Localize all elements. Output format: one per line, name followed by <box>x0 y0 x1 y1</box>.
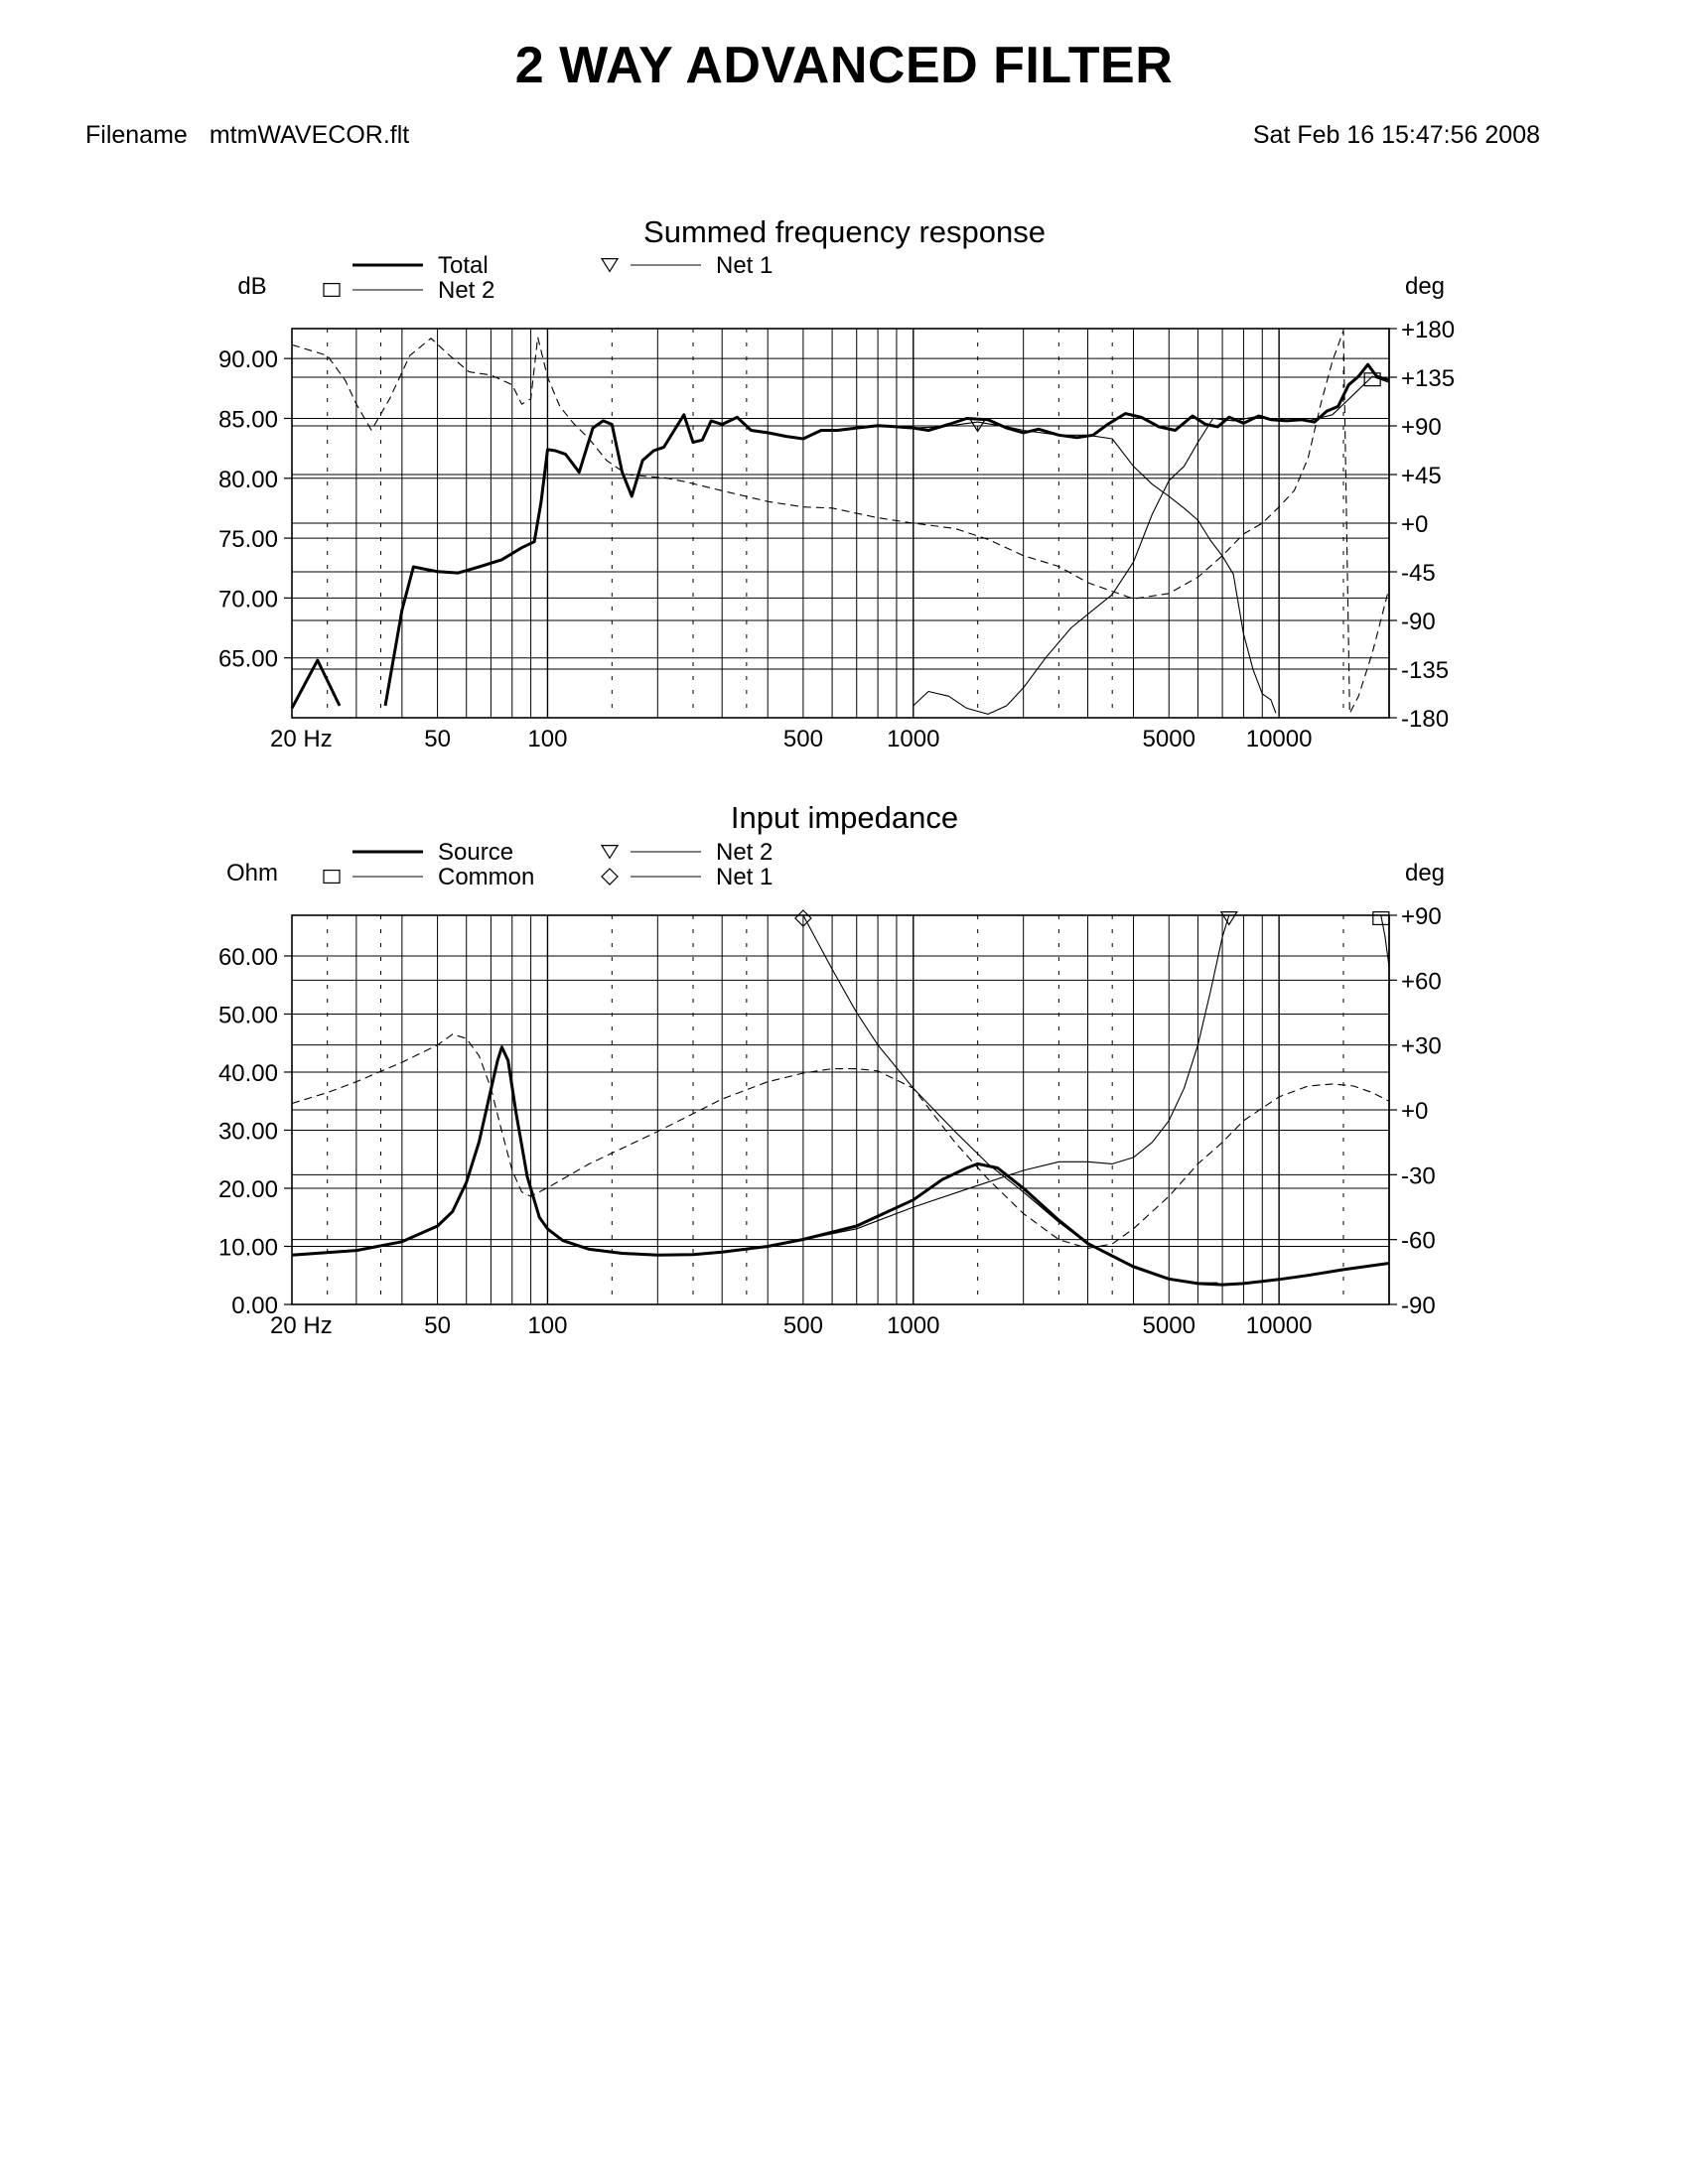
series-line <box>803 915 1218 1283</box>
x-tick-label: 50 <box>424 1312 451 1339</box>
y-tick-label-right: -180 <box>1401 706 1450 733</box>
y-tick-label-right: +90 <box>1401 414 1442 441</box>
y-tick-label-right: +135 <box>1401 365 1456 392</box>
filename-label: Filename <box>85 121 188 149</box>
legend-marker <box>324 871 340 884</box>
y-tick-label-right: -60 <box>1401 1227 1436 1255</box>
y-tick-label-left: 50.00 <box>217 1002 278 1029</box>
x-tick-label: 20 Hz <box>270 1312 333 1339</box>
series-net-2 <box>803 912 1237 1240</box>
x-tick-label: 50 <box>424 726 451 752</box>
y-tick-label-right: +45 <box>1401 463 1442 489</box>
legend-marker <box>602 846 618 859</box>
y-tick-label-left: 30.00 <box>217 1118 278 1146</box>
y-tick-label-right: -30 <box>1401 1162 1436 1190</box>
chart-title: Summed frequency response <box>643 214 1046 249</box>
series-net-2 <box>914 373 1389 715</box>
x-tick-label: 20 Hz <box>270 726 333 752</box>
series-source <box>292 1047 1389 1285</box>
series-phase <box>292 331 1389 713</box>
legend-label: Common <box>438 864 535 890</box>
legend-label: Net 2 <box>438 277 495 304</box>
series-line <box>803 915 1229 1240</box>
x-tick-label: 1000 <box>887 726 940 752</box>
series-phase <box>292 1034 1389 1249</box>
y-axis-label-left: dB <box>237 273 267 300</box>
y-tick-label-right: -45 <box>1401 560 1436 587</box>
series-total <box>292 364 1389 708</box>
filename-value: mtmWAVECOR.flt <box>209 121 410 149</box>
legend-label: Net 1 <box>716 252 774 279</box>
chart-2 <box>218 800 1445 1339</box>
y-tick-label-right: -90 <box>1401 609 1436 635</box>
series-line <box>914 376 1389 714</box>
y-tick-label-left: 80.00 <box>217 466 278 493</box>
y-tick-label-left: 40.00 <box>217 1059 278 1087</box>
x-tick-label: 500 <box>782 726 823 752</box>
series-line <box>292 1034 1389 1249</box>
legend-marker <box>602 869 618 885</box>
legend-marker <box>602 259 618 272</box>
series-common <box>1373 912 1389 968</box>
legend <box>324 252 773 304</box>
y-tick-label-left: 75.00 <box>217 526 278 554</box>
legend <box>324 839 773 890</box>
x-tick-label: 5000 <box>1142 1312 1196 1339</box>
series-line <box>1381 915 1389 967</box>
x-tick-label: 1000 <box>887 1312 940 1339</box>
x-tick-label: 10000 <box>1245 726 1313 752</box>
legend-label: Net 1 <box>716 864 774 890</box>
legend-label: Source <box>438 839 514 866</box>
y-tick-label-right: -90 <box>1401 1293 1436 1319</box>
y-tick-label-right: +30 <box>1401 1032 1442 1060</box>
y-tick-label-left: 0.00 <box>231 1293 278 1319</box>
y-tick-label-left: 70.00 <box>217 586 278 614</box>
x-tick-label: 100 <box>527 1312 568 1339</box>
chart-title: Input impedance <box>730 800 959 835</box>
y-axis-label-right: deg <box>1404 860 1446 887</box>
print-date: Sat Feb 16 15:47:56 2008 <box>1252 121 1540 149</box>
y-tick-label-left: 60.00 <box>217 943 278 971</box>
y-tick-label-right: -135 <box>1401 657 1450 684</box>
y-axis-label-right: deg <box>1404 273 1446 300</box>
y-axis-label-left: Ohm <box>225 860 279 887</box>
y-tick-label-left: 85.00 <box>217 406 278 434</box>
series-line <box>292 660 340 708</box>
y-tick-label-right: +0 <box>1401 1098 1429 1125</box>
y-tick-label-right: +60 <box>1401 968 1442 996</box>
series-net-1 <box>795 910 1217 1283</box>
x-tick-label: 100 <box>527 726 568 752</box>
series-line <box>292 331 1389 713</box>
series-marker <box>1364 373 1380 386</box>
page-title: 2 WAY ADVANCED FILTER <box>514 37 1174 94</box>
series-marker <box>1221 912 1237 925</box>
series-marker <box>1373 912 1389 925</box>
series-line <box>385 364 1389 706</box>
x-tick-label: 10000 <box>1245 1312 1313 1339</box>
x-tick-label: 5000 <box>1142 726 1196 752</box>
y-tick-label-right: +90 <box>1401 903 1442 930</box>
x-tick-label: 500 <box>782 1312 823 1339</box>
y-tick-label-right: +180 <box>1401 317 1456 343</box>
y-tick-label-right: +0 <box>1401 511 1429 538</box>
y-tick-label-left: 90.00 <box>217 346 278 374</box>
legend-marker <box>324 284 340 297</box>
legend-label: Net 2 <box>716 839 774 866</box>
chart-1 <box>218 214 1455 752</box>
y-tick-label-left: 20.00 <box>217 1175 278 1203</box>
y-tick-label-left: 65.00 <box>217 645 278 673</box>
series-line <box>292 1047 1389 1285</box>
y-tick-label-left: 10.00 <box>217 1234 278 1262</box>
legend-label: Total <box>438 252 489 279</box>
